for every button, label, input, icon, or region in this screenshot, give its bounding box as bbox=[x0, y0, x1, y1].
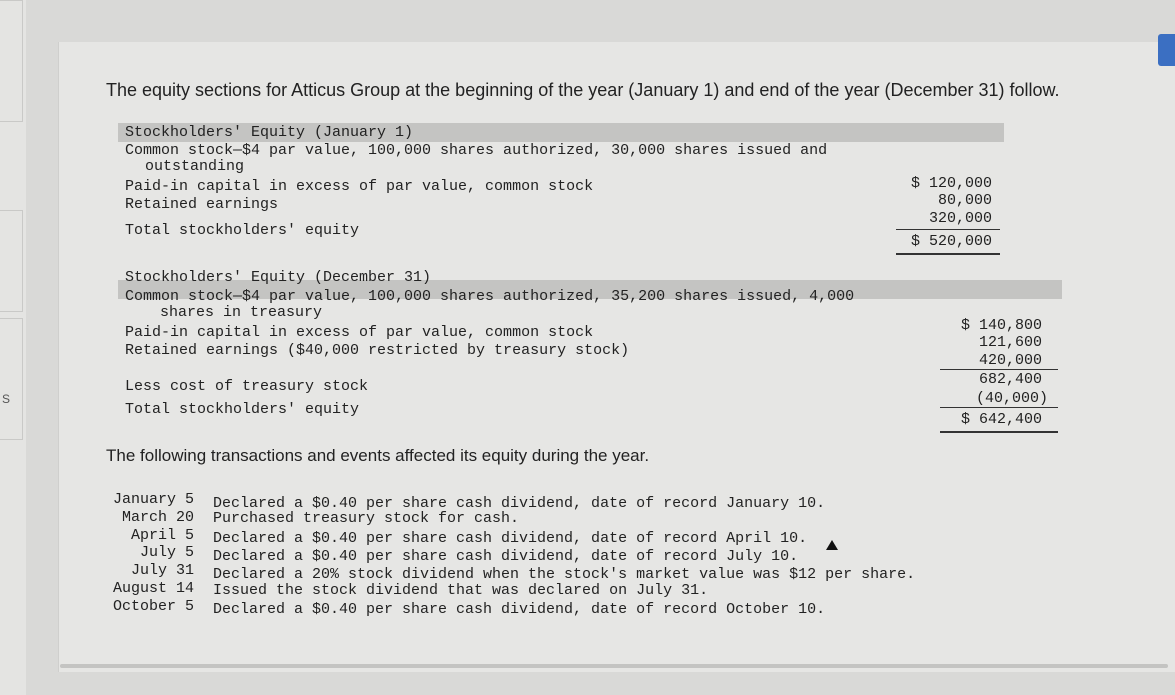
jan-total-equity: Total stockholders' equity bbox=[125, 222, 360, 239]
dec-less-treasury: Less cost of treasury stock bbox=[125, 378, 369, 395]
sidebar-panel bbox=[0, 0, 23, 122]
transaction-date: April 5 bbox=[130, 527, 194, 544]
jan-total-double-rule bbox=[896, 253, 1000, 255]
dec-value-treasury: (40,000) bbox=[975, 390, 1048, 407]
transaction-desc: Declared a $0.40 per share cash dividend, date of record January 10. bbox=[213, 495, 826, 512]
dec-value-paid-in: 121,600 bbox=[978, 334, 1042, 351]
dec-value-subtotal: 682,400 bbox=[978, 371, 1042, 388]
jan-subtotal-rule bbox=[896, 229, 1000, 230]
dec-value-total: $ 642,400 bbox=[960, 411, 1042, 428]
intro-text: The equity sections for Atticus Group at the beginning of the year (January 1) and end of the year (December 31) follow. bbox=[106, 80, 1060, 100]
transaction-desc: Issued the stock dividend that was declared on July 31. bbox=[213, 582, 709, 599]
jan-common-stock-line2: outstanding bbox=[145, 158, 245, 175]
mouse-cursor-icon bbox=[826, 540, 838, 550]
jan-value-common: $ 120,000 bbox=[910, 175, 992, 192]
transaction-date: July 31 bbox=[130, 562, 194, 579]
jan-retained-earnings: Retained earnings bbox=[125, 196, 279, 213]
jan-common-stock-line1: Common stock—$4 par value, 100,000 shares authorized, 30,000 shares issued and bbox=[125, 142, 828, 159]
transaction-desc: Declared a $0.40 per share cash dividend, date of record October 10. bbox=[213, 601, 826, 618]
transaction-date: March 20 bbox=[121, 509, 194, 526]
scroll-tab[interactable] bbox=[1158, 34, 1175, 66]
dec-header: Stockholders' Equity (December 31) bbox=[125, 269, 432, 286]
dec-retained-earnings: Retained earnings ($40,000 restricted by treasury stock) bbox=[125, 342, 630, 359]
dec-paid-in-capital: Paid-in capital in excess of par value, common stock bbox=[125, 324, 594, 341]
transaction-desc: Declared a $0.40 per share cash dividend, date of record July 10. bbox=[213, 548, 799, 565]
jan-value-total: $ 520,000 bbox=[910, 233, 992, 250]
sidebar-panel bbox=[0, 210, 23, 312]
transaction-desc: Declared a $0.40 per share cash dividend, date of record April 10. bbox=[213, 530, 808, 547]
dec-common-stock-line2: shares in treasury bbox=[160, 304, 323, 321]
dec-value-retained: 420,000 bbox=[978, 352, 1042, 369]
transactions-intro: The following transactions and events affected its equity during the year. bbox=[106, 446, 650, 465]
jan-header: Stockholders' Equity (January 1) bbox=[125, 124, 414, 141]
dec-common-stock-line1: Common stock—$4 par value, 100,000 shares authorized, 35,200 shares issued, 4,000 bbox=[125, 288, 855, 305]
transaction-desc: Declared a 20% stock dividend when the stock's market value was $12 per share. bbox=[213, 566, 916, 583]
dec-total-double-rule bbox=[940, 431, 1058, 433]
transaction-date: August 14 bbox=[112, 580, 194, 597]
transaction-date: July 5 bbox=[139, 544, 194, 561]
dec-value-common: $ 140,800 bbox=[960, 317, 1042, 334]
left-sidebar-strip bbox=[0, 0, 26, 695]
transaction-date: October 5 bbox=[112, 598, 194, 615]
sidebar-panel bbox=[0, 318, 23, 440]
sidebar-letter: S bbox=[2, 392, 11, 406]
jan-value-paid-in: 80,000 bbox=[937, 192, 992, 209]
transaction-desc: Purchased treasury stock for cash. bbox=[213, 510, 520, 527]
transaction-date: January 5 bbox=[112, 491, 194, 508]
jan-value-retained: 320,000 bbox=[928, 210, 992, 227]
jan-paid-in-capital: Paid-in capital in excess of par value, common stock bbox=[125, 178, 594, 195]
dec-total-equity: Total stockholders' equity bbox=[125, 401, 360, 418]
page-bottom-border bbox=[60, 664, 1168, 668]
dec-treasury-rule bbox=[940, 407, 1058, 408]
dec-subtotal-rule bbox=[940, 369, 1058, 370]
